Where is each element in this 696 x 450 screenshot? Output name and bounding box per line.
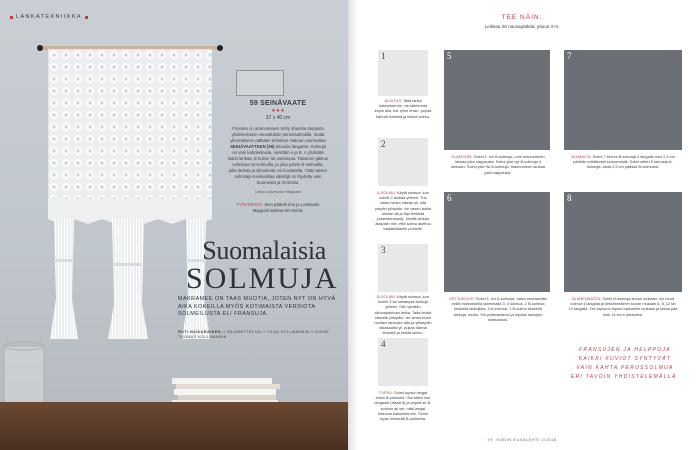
step-caption-8 — [568, 296, 678, 317]
step-photo-2 — [378, 138, 428, 186]
product-size: 37 x 40 cm — [265, 115, 291, 121]
step-number: 4 — [381, 339, 386, 349]
dowel-knob-right — [217, 45, 223, 51]
step-text: Solmi tupsut langat ensin B-solmulla. Ota sitten nsu langasta (tässä 8) ja pujota se B-solmun ali ole, niitä langat tuttuvan kaksinkerroin. Solmi tupsu keskeltä B-solmuilla. — [374, 390, 432, 422]
step-key: TUPSU: — [378, 390, 394, 395]
product-note-text: Mun päävät ima ja Lankaoan Mapparii-lankaa 60 metriä. — [252, 202, 320, 213]
step-key: ELÄKEVÄÄ: — [451, 154, 473, 159]
step-key: A-SOLMU: — [377, 190, 396, 195]
product-description — [228, 126, 328, 186]
page-number: 79 — [487, 437, 493, 442]
product-title: 59 SEINÄVAATE — [249, 100, 307, 107]
product-description-part1: Franska on ammoinssen tehty ohuesta langasta yksinkertaisin neuvatuksin perustsolmuilla, mutta ylimmäiseen pätkään tehnikan makuun soinnuttaa — [230, 126, 326, 143]
step-caption-1 — [374, 98, 432, 119]
step-photo-4 — [378, 338, 428, 386]
article-byline — [178, 330, 338, 340]
step-photo-1 — [378, 50, 428, 96]
glass-vase-photo — [0, 340, 58, 404]
step-photo-8 — [564, 192, 682, 292]
headline-line-2: SOLMUJA — [186, 262, 339, 295]
byline-author: RUTI HAIKARAINEN — [178, 330, 221, 334]
product-note — [228, 202, 328, 214]
section-tag-label: LANKATEKNIIKKA — [16, 14, 82, 20]
step-caption-5 — [448, 154, 548, 175]
product-note-label: TYÖVINKKIÄ: — [236, 202, 264, 207]
product-info — [228, 100, 328, 214]
instructions-subtitle: Leikkaa 28 nauvapätkää, pituus 3 m. — [484, 24, 560, 29]
dowel-knob-left — [37, 45, 43, 51]
step-caption-3 — [374, 294, 432, 336]
step-caption-4 — [374, 390, 432, 421]
step-number: 6 — [447, 193, 452, 203]
right-page — [348, 0, 696, 450]
product-credit: Lieka Liokmonin Mapparii — [255, 189, 301, 194]
step-text: Solmi 7 kerros B-solmuja 4 langalla noin 2,5 cm päähän edellisestä solmurivistä. Solmi sitten 5 kerrosta A-solmuja, alota 2,5 cm päässä B-solmusta. — [573, 154, 675, 170]
step-text: Taita lanka kaksinkerroin, vie taitekohta kepin alla, tue ryhin ensin, pujota hännät lenkistä ja kiristä solmu. — [374, 98, 432, 119]
step-number: 7 — [567, 51, 572, 61]
step-text: Käytä solmua, kun solmit 2 lankaa yhteen. Tuo vasen lanka oikean yli, sitä ympäri ylöspäin, vie vasen lanka oikean alt ja läpi lenkistä (vastakierössä). Kiristä lankaa alaspäin niin, että solmu asettuu vastakkaiselle puolelle. — [374, 190, 431, 232]
instructions-title: TEE NÄIN: — [501, 14, 543, 21]
publication-name: KODIN KUVALEHTI 2/2018 — [496, 437, 557, 442]
product-description-bold: SEINÄVAATTEEN (59) — [230, 144, 275, 149]
step-text: Solmi 1. rivi A-solmuja. Jatka seuraavalla rivillä mainoksella solmimalla 3, 4 solmua, 2 B-solmua keskellä lankojista, 3 A-solmua, 1 B-solmu keskellä lankoja, mutta. Ylä pellavanauva ja lopuksi lankojen solmutaulu. — [451, 296, 547, 322]
difficulty-stars: ★★★ — [271, 108, 285, 114]
step-text: Solmi B-solmuja kuvan mukaan, nin muut solmut 4 langalla ja keskimmäinen kuvan mukaan 6, 8, 12 tai 14 langalla. Tee tupsuun tupsut tupsutelin mukaan ja tasaa pää noin 14 cm:n pituiseksi. — [568, 296, 678, 317]
step-number: 3 — [381, 245, 386, 255]
page-folio — [348, 437, 696, 442]
article-headline — [186, 236, 339, 295]
page-gutter-shadow — [348, 0, 358, 450]
step-key: ALAREUNASTA: — [571, 296, 602, 301]
instructions-header — [348, 14, 696, 29]
step-caption-6 — [448, 296, 548, 322]
step-key: ALHAALTA: — [571, 154, 592, 159]
step-text: Solmi 1. rivi B-solmuja, noin mannumeen lankaa joka nappauksi. Solmi yksi nyt B-solmuja 4 lankaan. Solmi yksi rivi A-solmuja, mannumeen lankaa joka nappauksi. — [451, 154, 545, 175]
step-text: Käytä solmua, kun solmit 3 tai useampia lankoja yhteen. Ota nyhrään alkuvapautosa lanka. Taita lenkki oikealle ylöspäin, vie lanka ensin muiden lankojen alta ja ylitsepäin takakautta yli, pujota hännä lenkistä ja kiristä solmu. — [374, 294, 432, 336]
headline-line-1: Suomalaisia — [202, 236, 326, 265]
step-caption-2 — [374, 190, 432, 232]
step-number: 2 — [381, 139, 386, 149]
step-key: KETJUKUVIO: — [449, 296, 475, 301]
section-dot — [10, 16, 13, 19]
step-caption-7 — [568, 154, 678, 170]
step-number: 8 — [567, 193, 572, 203]
product-thumbnail — [236, 70, 284, 96]
step-number: 1 — [381, 51, 386, 61]
step-photo-6 — [444, 192, 550, 292]
step-key: ALOITUS: — [384, 98, 403, 103]
step-number: 5 — [447, 51, 452, 61]
product-description-part2: pituusia langasta. Solmuja on vain kahdenlaisia, nimittäin A ja B. A yhdistää kaksi lankaa, B kolme tai useampia. Tasainen jakkus solmituun B-solmuilla, ja joka päivin B-solmuilla, jolla lankaa ja silmukoita voi kuvastella. Tätä naisen solmitaja Kivimailitaa väistöjä on löydetty vain Suomesta ja Virolosta. — [228, 144, 328, 185]
step-photo-5 — [444, 50, 550, 150]
pull-quote: FRANSUJEN JA HELPPOJA KAIKKI KUVIOT SYNTYVÄT VAIN KAHTA PERUSSOLMUA ERI TAVOIN YHDISTELEMÄLLÄ. — [570, 347, 680, 380]
step-photo-3 — [378, 244, 428, 292]
section-dot — [85, 16, 88, 19]
byline-credits: // SUUNNITTELIJA // TUIJA KOLLMANNIN // KUVAT TUOMAS KOLLMANNIN — [178, 330, 330, 339]
wooden-shelf — [0, 402, 348, 450]
step-photo-7 — [564, 50, 682, 150]
article-lead: MAKRAMEE ON TAAS MUOTIA, JOTEN NYT ON HYVÄ AIKA KOKEILLA MYÖS KOTIMAISTA VERSIOTA SOLMEILUSTA ELI FRANSUJA. — [178, 296, 336, 318]
step-key: B-SOLMU: — [377, 294, 396, 299]
section-tag — [10, 14, 88, 20]
